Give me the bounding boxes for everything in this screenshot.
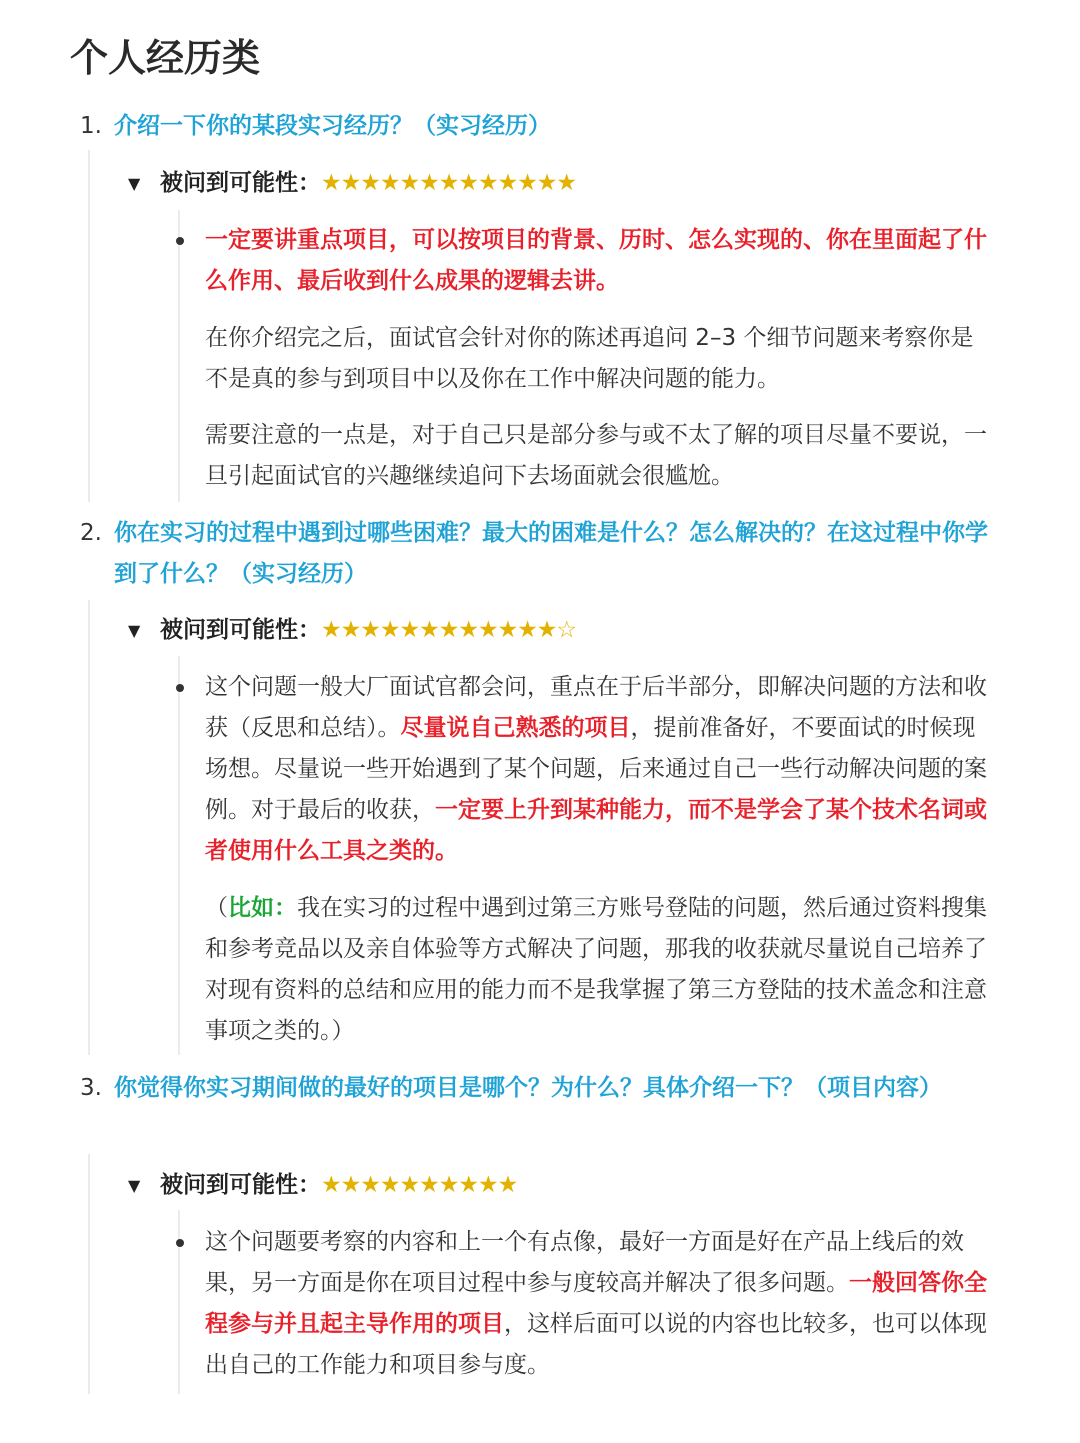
toggle-triangle-icon[interactable]: ▼ <box>128 1176 141 1195</box>
likelihood-row <box>160 610 576 651</box>
list-guide-line <box>88 150 90 502</box>
bullet-dot-icon <box>176 237 184 245</box>
toggle-guide-line <box>178 210 180 502</box>
paragraph: 需要注意的一点是，对于自己只是部分参与或不太了解的项目尽量不要说，一旦引起面试官的兴趣继续追问下去场面就会很尴尬。 <box>205 422 987 489</box>
page-title: 个人经历类 <box>70 36 261 80</box>
bullet-segment: 这个问题一般大厂面试官都会问，重点在于后半部分，即解决问题的方法和收获（反思和总结）。 <box>205 674 987 741</box>
bullet-text <box>205 220 995 302</box>
example-label: 比如： <box>228 895 297 921</box>
toggle-triangle-icon[interactable]: ▼ <box>128 621 141 640</box>
list-guide-line <box>88 600 90 1055</box>
bullet-dot-icon <box>176 1239 184 1247</box>
bullet-text <box>205 1222 995 1386</box>
list-guide-line <box>88 1154 90 1394</box>
toggle-guide-line <box>178 1210 180 1394</box>
list-number: 2. <box>80 520 102 546</box>
question-link[interactable]: 你在实习的过程中遇到过哪些困难？最大的困难是什么？怎么解决的？在这过程中你学到了什么？（实习经历） <box>114 520 988 587</box>
question-link[interactable]: 介绍一下你的某段实习经历？（实习经历） <box>114 113 551 139</box>
likelihood-row <box>160 1165 517 1206</box>
likelihood-row <box>160 163 576 204</box>
list-number: 1. <box>80 113 102 139</box>
emphasis-text: 一般回答你全程参与并且起主导作用的项目 <box>205 1270 987 1337</box>
toggle-guide-line <box>178 656 180 1055</box>
example-open-paren: （ <box>205 895 228 921</box>
star-rating: ★★★★★★★★★★ <box>321 1172 518 1198</box>
bullet-segment: ，提前准备好，不要面试的时候现场想。尽量说一些开始遇到了某个问题，后来通过自己一些行动解决问题的案例。对于最后的收获， <box>205 715 987 823</box>
likelihood-label: 被问到可能性： <box>160 170 321 196</box>
bullet-segment: ，这样后面可以说的内容也比较多，也可以体现出自己的工作能力和项目参与度。 <box>205 1311 987 1378</box>
list-number: 3. <box>80 1075 102 1101</box>
question-link[interactable]: 你觉得你实习期间做的最好的项目是哪个？为什么？具体介绍一下？（项目内容） <box>114 1075 942 1101</box>
emphasis-text: 一定要讲重点项目，可以按项目的背景、历时、怎么实现的、你在里面起了什么作用、最后收到什么成果的逻辑去讲。 <box>205 227 987 294</box>
bullet-segment: 这个问题要考察的内容和上一个有点像，最好一方面是好在产品上线后的效果，另一方面是你在项目过程中参与度较高并解决了很多问题。 <box>205 1229 964 1296</box>
bullet-dot-icon <box>176 684 184 692</box>
star-rating: ★★★★★★★★★★★★☆ <box>321 617 577 643</box>
emphasis-text: 尽量说自己熟悉的项目 <box>400 715 631 741</box>
toggle-triangle-icon[interactable]: ▼ <box>128 174 141 193</box>
star-rating: ★★★★★★★★★★★★★ <box>321 170 577 196</box>
emphasis-text: 一定要上升到某种能力，而不是学会了某个技术名词或者使用什么工具之类的。 <box>205 797 987 864</box>
paragraph: 在你介绍完之后，面试官会针对你的陈述再追问 2–3 个细节问题来考察你是不是真的参与到项目中以及你在工作中解决问题的能力。 <box>205 325 974 392</box>
likelihood-label: 被问到可能性： <box>160 617 321 643</box>
example-text: 我在实习的过程中遇到过第三方账号登陆的问题，然后通过资料搜集和参考竞品以及亲自体验等方式解决了问题，那我的收获就尽量说自己培养了对现有资料的总结和应用的能力而不是我掌握了第三方登陆的技术盖念和注意事项之类的。） <box>205 895 987 1044</box>
example-paragraph <box>205 888 995 1052</box>
likelihood-label: 被问到可能性： <box>160 1172 321 1198</box>
bullet-text <box>205 667 995 872</box>
